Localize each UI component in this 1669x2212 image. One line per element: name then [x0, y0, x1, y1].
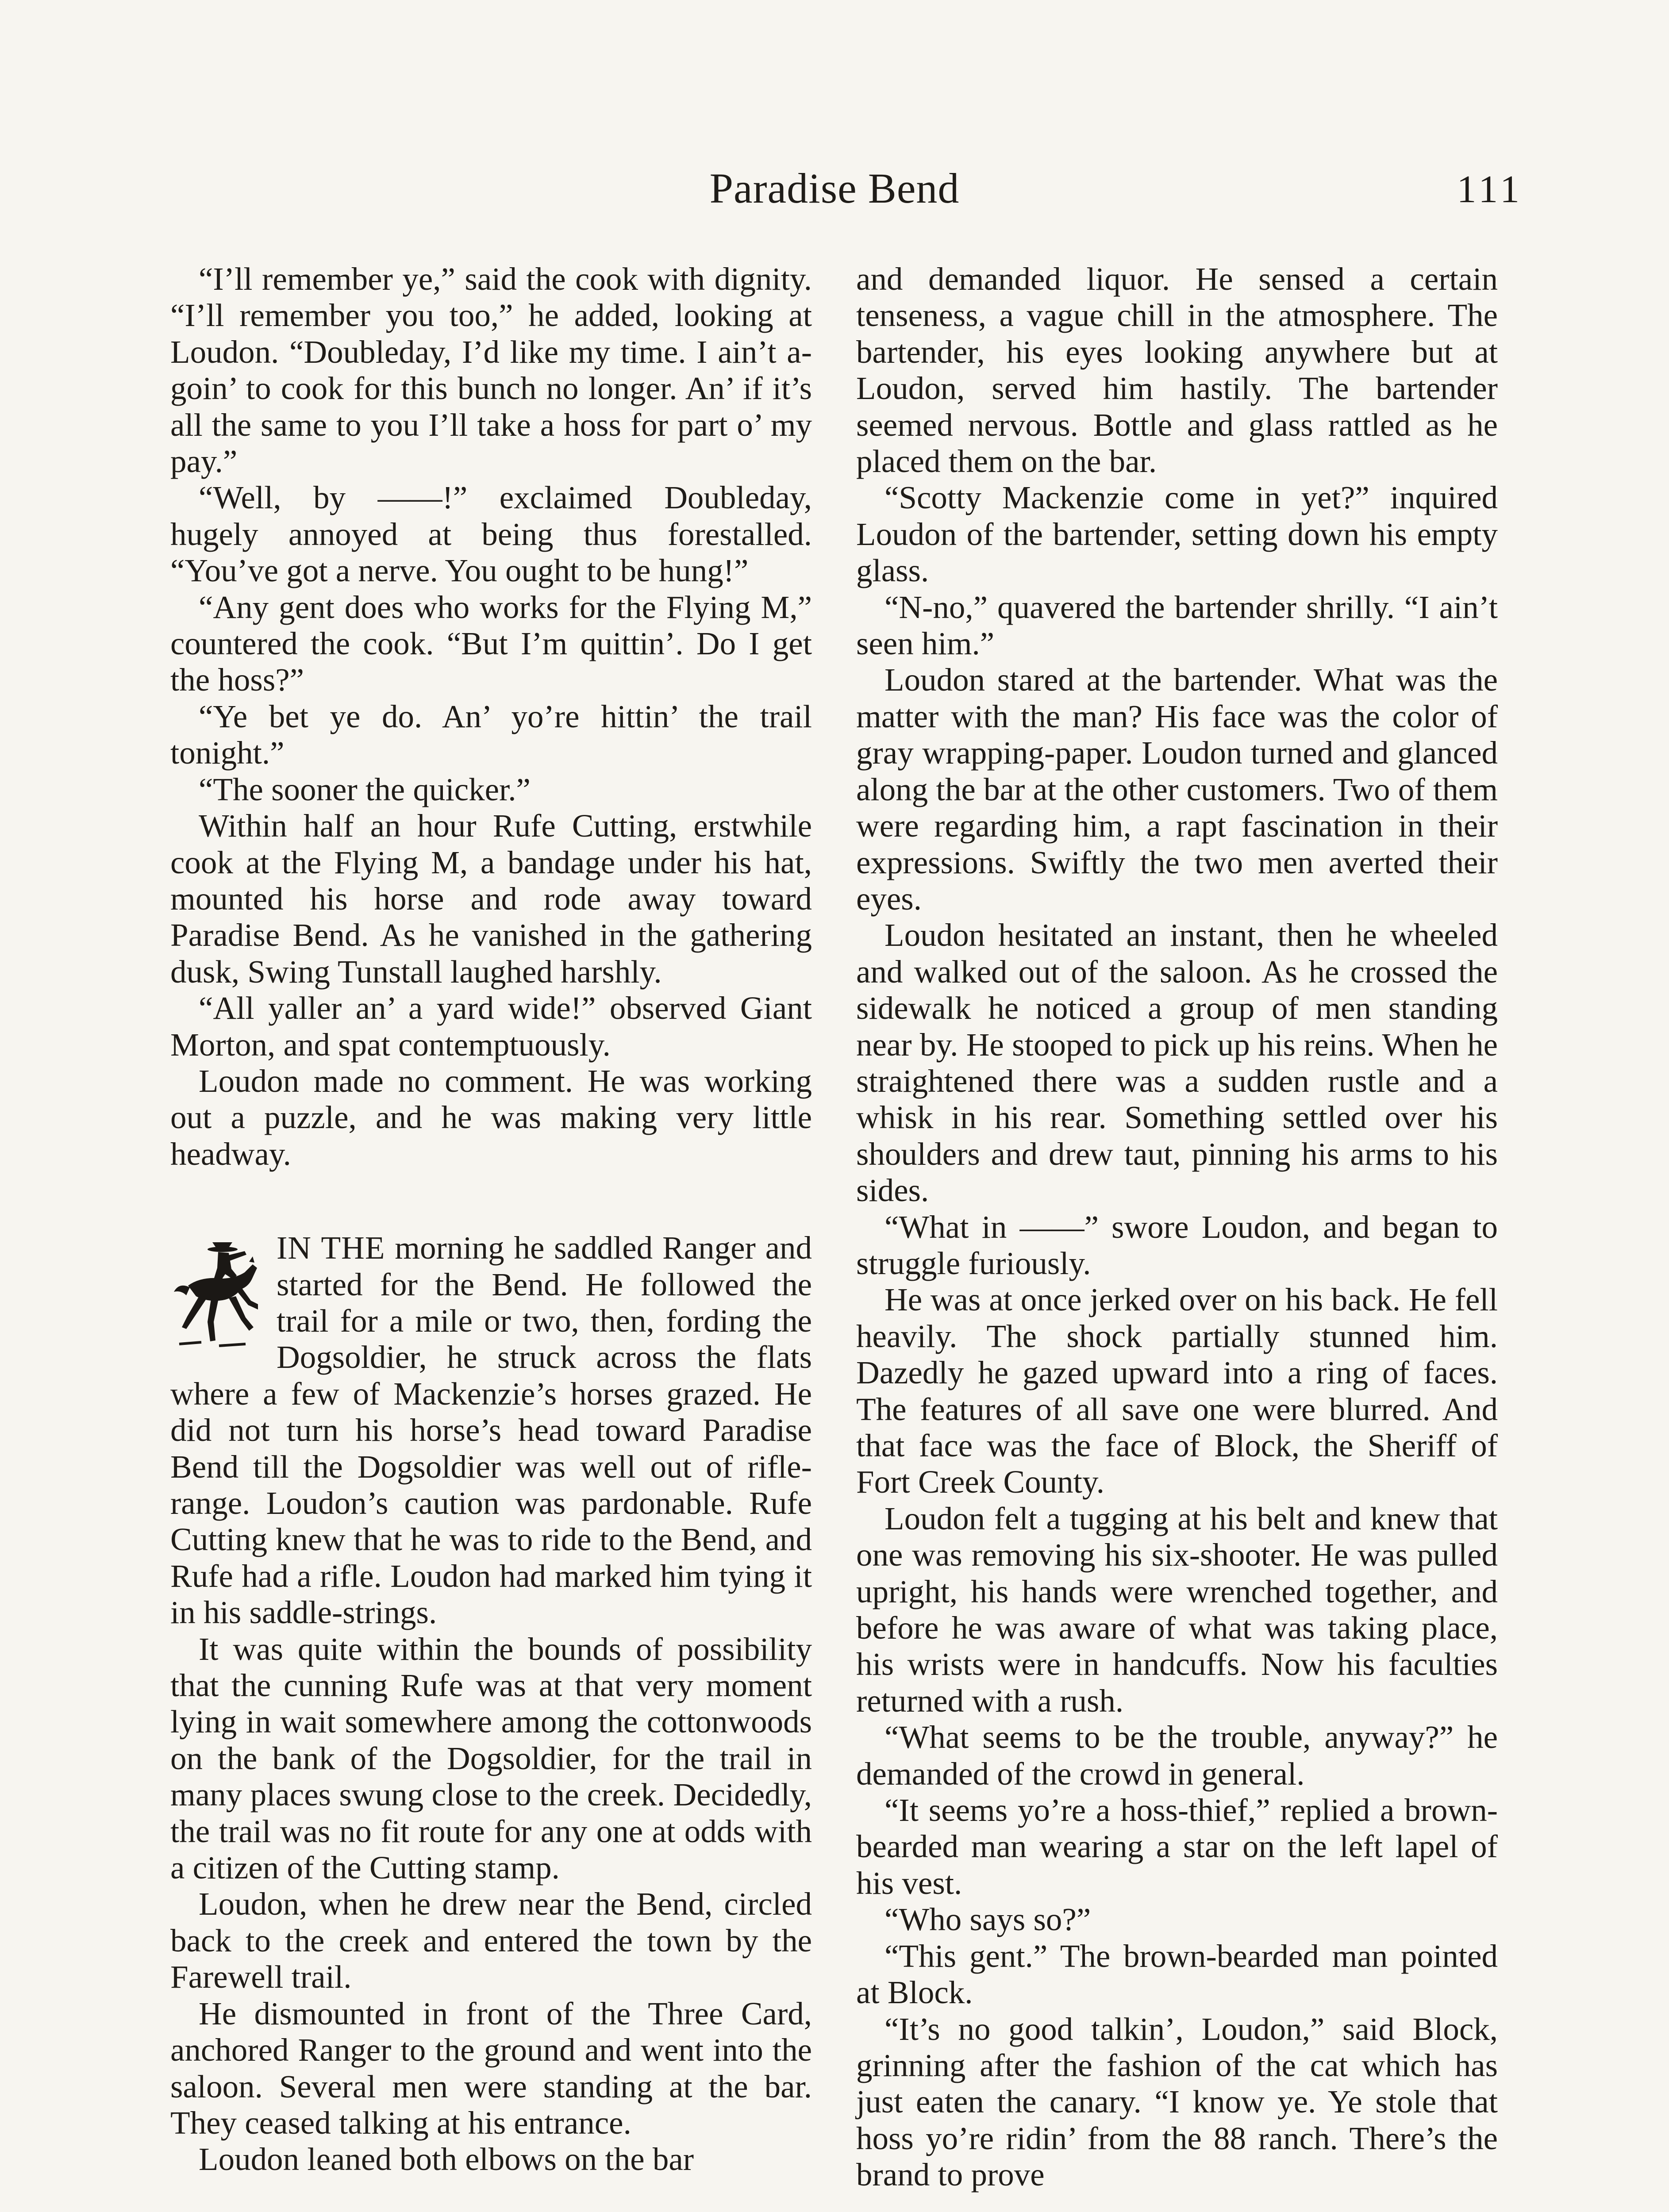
- paragraph: “This gent.” The brown-bearded man pointed at Block.: [856, 1938, 1498, 2011]
- paragraph: “Any gent does who works for the Flying M,” countered the cook. “But I’m quittin’. Do I get the hoss?”: [170, 589, 812, 698]
- paragraph: Loudon stared at the bartender. What was the matter with the man? His face was the color of gray wrapping-paper. Loudon turned and glanced along the bar at the other customers. Two of them were regarding him, a rapt fascination in their expressions. Swiftly the two men averted their eyes.: [856, 662, 1498, 917]
- galloping-horse-rider-icon: [170, 1233, 259, 1353]
- paragraph: “All yaller an’ a yard wide!” observed Giant Morton, and spat contemptuously.: [170, 990, 812, 1063]
- paragraph: “Ye bet ye do. An’ yo’re hittin’ the trail tonight.”: [170, 698, 812, 771]
- paragraph: “The sooner the quicker.”: [199, 771, 531, 807]
- paragraph: “What in ——” swore Loudon, and began to struggle furiously.: [856, 1209, 1498, 1281]
- paragraph: and demanded liquor. He sensed a certain tenseness, a vague chill in the atmosphere. The bartender, his eyes looking anywhere but at Loudon, served him hastily. The bartender seemed nervous. Bottle and glass rattled as he placed them on the bar.: [856, 261, 1498, 480]
- paragraph: [170, 1230, 812, 1631]
- paragraph: He dismounted in front of the Three Card, anchored Ranger to the ground and went into the saloon. Several men were standing at the bar. They ceased talking at his entrance.: [170, 1995, 812, 2141]
- paragraph: “It’s no good talkin’, Loudon,” said Block, grinning after the fashion of the cat which has just eaten the canary. “I know ye. Ye stole that hoss yo’re ridin’ from the 88 ranch. There’s the brand to prove: [856, 2011, 1498, 2193]
- paragraph: He was at once jerked over on his back. He fell heavily. The shock partially stunned him. Dazedly he gazed upward into a ring of faces. The features of all save one were blurred. And that face was the face of Block, the Sheriff of Fort Creek County.: [856, 1282, 1498, 1500]
- paragraph: Loudon leaned both elbows on the bar: [199, 2141, 694, 2177]
- section-opening: [170, 1230, 812, 1631]
- paragraph: Within half an hour Rufe Cutting, erstwhile cook at the Flying M, a bandage under his hat, mounted his horse and rode away toward Paradise Bend. As he vanished in the gathering dusk, Swing Tunstall laughed harshly.: [170, 808, 812, 990]
- paragraph: “N-no,” quavered the bartender shrilly. “I ain’t seen him.”: [856, 589, 1498, 662]
- paragraph: Loudon made no comment. He was working out a puzzle, and he was making very little headway.: [170, 1063, 812, 1172]
- paragraph-text: morning he saddled Ranger and started for the Bend. He followed the trail for a mile or two, then, fording the Dogsoldier, he struck across the flats where a few of Mackenzie’s horses grazed. He did not turn his horse’s head toward Paradise Bend till the Dogsoldier was well out of rifle-range. Loudon’s caution was pardonable. Rufe Cutting knew that he was to ride to the Bend, and Rufe had a rifle. Loudon had marked him tying it in his saddle-strings.: [170, 1230, 812, 1631]
- paragraph: “Scotty Mackenzie come in yet?” inquired Loudon of the bartender, setting down his empty glass.: [856, 480, 1498, 589]
- paragraph: Loudon felt a tugging at his belt and knew that one was removing his six-shooter. He was pulled upright, his hands were wrenched together, and before he was aware of what was taking place, his wrists were in handcuffs. Now his faculties returned with a rush.: [856, 1500, 1498, 1719]
- right-column: [856, 261, 1498, 2193]
- section-opening-words: IN THE: [277, 1230, 385, 1266]
- paragraph: “It seems yo’re a hoss-thief,” replied a brown-bearded man wearing a star on the left lapel of his vest.: [856, 1792, 1498, 1901]
- paragraph: “Who says so?”: [884, 1901, 1091, 1938]
- page-number: 111: [1457, 168, 1523, 211]
- running-head: Paradise Bend: [709, 165, 960, 212]
- page-header: [0, 164, 1669, 230]
- paragraph: Loudon hesitated an instant, then he wheeled and walked out of the saloon. As he crossed the sidewalk he noticed a group of men standing near by. He stooped to pick up his reins. When he straightened there was a sudden rustle and a whisk in his rear. Something settled over his shoulders and drew taut, pinning his arms to his sides.: [856, 917, 1498, 1209]
- left-column: [170, 261, 812, 2178]
- paragraph: It was quite within the bounds of possibility that the cunning Rufe was at that very moment lying in wait somewhere among the cottonwoods on the bank of the Dogsoldier, for the trail in many places swung close to the creek. Decidedly, the trail was no fit route for any one at odds with a citizen of the Cutting stamp.: [170, 1631, 812, 1886]
- paragraph: “Well, by ——!” exclaimed Doubleday, hugely annoyed at being thus forestalled. “You’ve got a nerve. You ought to be hung!”: [170, 480, 812, 589]
- paragraph: “What seems to be the trouble, anyway?” he demanded of the crowd in general.: [856, 1719, 1498, 1792]
- paragraph: “I’ll remember ye,” said the cook with dignity. “I’ll remember you too,” he added, looking at Loudon. “Doubleday, I’d like my time. I ain’t a-goin’ to cook for this bunch no longer. An’ if it’s all the same to you I’ll take a hoss for part o’ my pay.”: [170, 261, 812, 480]
- paragraph: Loudon, when he drew near the Bend, circled back to the creek and entered the town by the Farewell trail.: [170, 1886, 812, 1995]
